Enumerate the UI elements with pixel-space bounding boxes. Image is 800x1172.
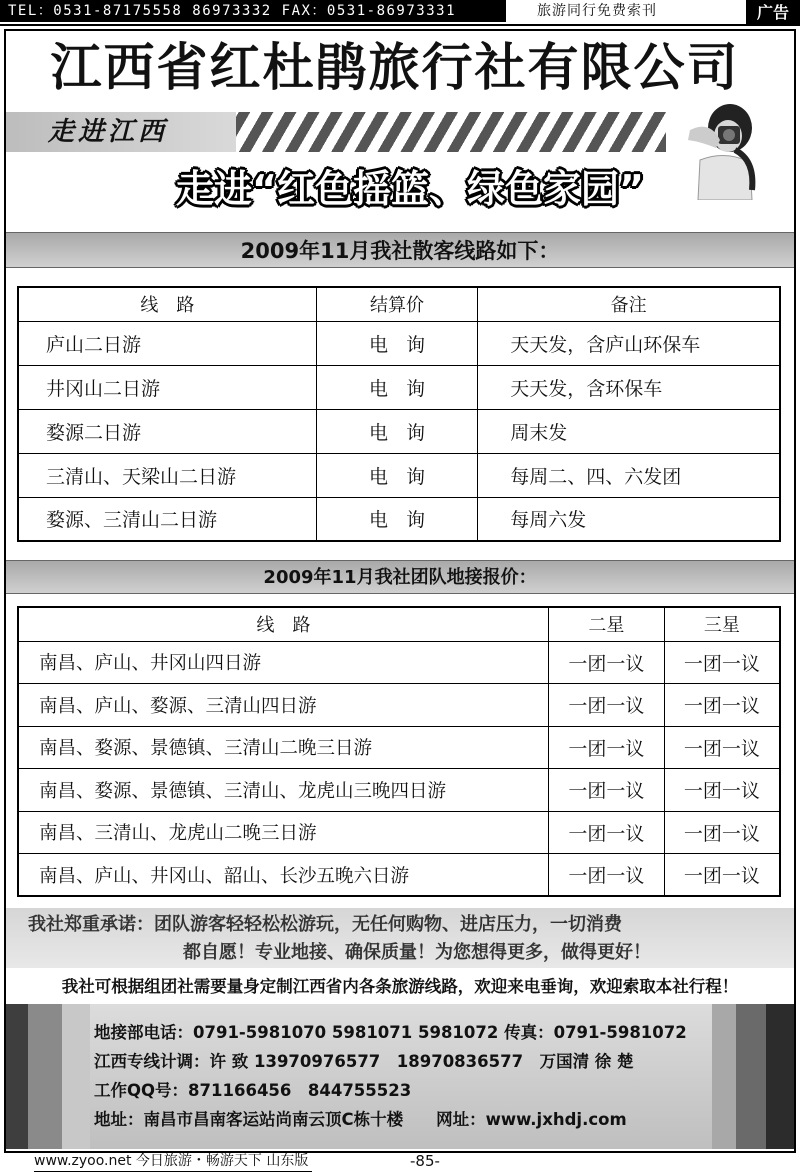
company-name: 江西省红杜鹃旅行社有限公司 (50, 39, 740, 98)
three-star-cell: 一团一议 (664, 726, 780, 769)
three-star-cell: 一团一议 (664, 769, 780, 812)
header-three-star: 三星 (664, 607, 780, 641)
contact-hotline: 江西专线计调：许 致 13970976577 18970836577 万国清 徐 楚 (94, 1052, 634, 1071)
header-index-label: 旅游同行免费索刊 (537, 3, 657, 19)
table-row (18, 854, 780, 897)
top-bar (0, 0, 800, 26)
three-star-cell: 一团一议 (664, 854, 780, 897)
table-row (18, 453, 780, 497)
price-cell: 电询 (316, 321, 478, 365)
table-row (18, 409, 780, 453)
table-row (18, 365, 780, 409)
slogan: 走进“红色摇篮、绿色家园” (176, 167, 644, 211)
route-cell: 井冈山二日游 (18, 365, 316, 409)
route-cell: 南昌、三清山、龙虎山二晚三日游 (18, 811, 549, 854)
enter-banner (6, 112, 666, 152)
price-cell: 电询 (316, 409, 478, 453)
note-cell: 天天发，含庐山环保车 (478, 321, 780, 365)
two-star-cell: 一团一议 (549, 854, 665, 897)
three-star-cell: 一团一议 (664, 641, 780, 684)
note-cell: 每周二、四、六发团 (478, 453, 780, 497)
footer-site: www.zyoo.net 今日旅游・畅游天下 山东版 (34, 1151, 312, 1172)
table-row (18, 497, 780, 541)
contact-box (6, 1004, 794, 1149)
section2-title: 2009年11月我社团队地接报价： (6, 560, 794, 594)
route-cell: 南昌、庐山、井冈山四日游 (18, 641, 549, 684)
route-cell: 三清山、天梁山二日游 (18, 453, 316, 497)
table-row (18, 684, 780, 727)
table-row (18, 641, 780, 684)
route-cell: 南昌、庐山、井冈山、韶山、长沙五晚六日游 (18, 854, 549, 897)
route-cell: 南昌、庐山、婺源、三清山四日游 (18, 684, 549, 727)
contact-info (90, 1004, 712, 1149)
promise-line-1: 我社郑重承诺：团队游客轻轻松松游玩，无任何购物、进店压力，一切消费 (28, 914, 622, 935)
three-star-cell: 一团一议 (664, 684, 780, 727)
promise-line-2: 都自愿！专业地接、确保质量！为您想得更多，做得更好！ (183, 942, 651, 963)
contact-qq: 工作QQ号：871166456 844755523 (94, 1081, 412, 1100)
two-star-cell: 一团一议 (549, 726, 665, 769)
route-cell: 南昌、婺源、景德镇、三清山二晚三日游 (18, 726, 549, 769)
header-two-star: 二星 (549, 607, 665, 641)
header-route: 线 路 (18, 287, 316, 321)
route-cell: 婺源、三清山二日游 (18, 497, 316, 541)
section1-title: 2009年11月我社散客线路如下： (6, 232, 794, 268)
note-cell: 周末发 (478, 409, 780, 453)
route-cell: 庐山二日游 (18, 321, 316, 365)
route-cell: 婺源二日游 (18, 409, 316, 453)
ad-badge: 广告 (746, 0, 800, 26)
individual-routes-table (17, 286, 781, 542)
header-price: 结算价 (316, 287, 478, 321)
two-star-cell: 一团一议 (549, 811, 665, 854)
price-cell: 电询 (316, 497, 478, 541)
two-star-cell: 一团一议 (549, 769, 665, 812)
three-star-cell: 一团一议 (664, 811, 780, 854)
custom-route-note: 我社可根据组团社需要量身定制江西省内各条旅游线路，欢迎来电垂询，欢迎索取本社行程！ (61, 977, 739, 996)
table-row (18, 769, 780, 812)
table-row (18, 726, 780, 769)
header-note: 备注 (478, 287, 780, 321)
two-star-cell: 一团一议 (549, 684, 665, 727)
service-promise (6, 908, 794, 968)
price-cell: 电询 (316, 453, 478, 497)
table-header-row (18, 607, 780, 641)
page-number: -85- (410, 1152, 440, 1170)
route-cell: 南昌、婺源、景德镇、三清山、龙虎山三晚四日游 (18, 769, 549, 812)
header-route: 线 路 (18, 607, 549, 641)
two-star-cell: 一团一议 (549, 641, 665, 684)
contact-address: 地址：南昌市昌南客运站尚南云顶C栋十楼 网址：www.jxhdj.com (94, 1110, 627, 1129)
photographer-photo (680, 100, 760, 200)
enter-label: 走进江西 (6, 112, 236, 152)
table-row (18, 321, 780, 365)
note-cell: 每周六发 (478, 497, 780, 541)
price-cell: 电询 (316, 365, 478, 409)
group-quotes-table (17, 606, 781, 897)
header-contact: TEL：0531-87175558 86973332 FAX：0531-86973331 (0, 0, 506, 22)
table-header-row (18, 287, 780, 321)
table-row (18, 811, 780, 854)
contact-phone: 地接部电话：0791-5981070 5981071 5981072 传真：0791-5981072 (94, 1023, 687, 1042)
footer (0, 1151, 800, 1171)
note-cell: 天天发，含环保车 (478, 365, 780, 409)
